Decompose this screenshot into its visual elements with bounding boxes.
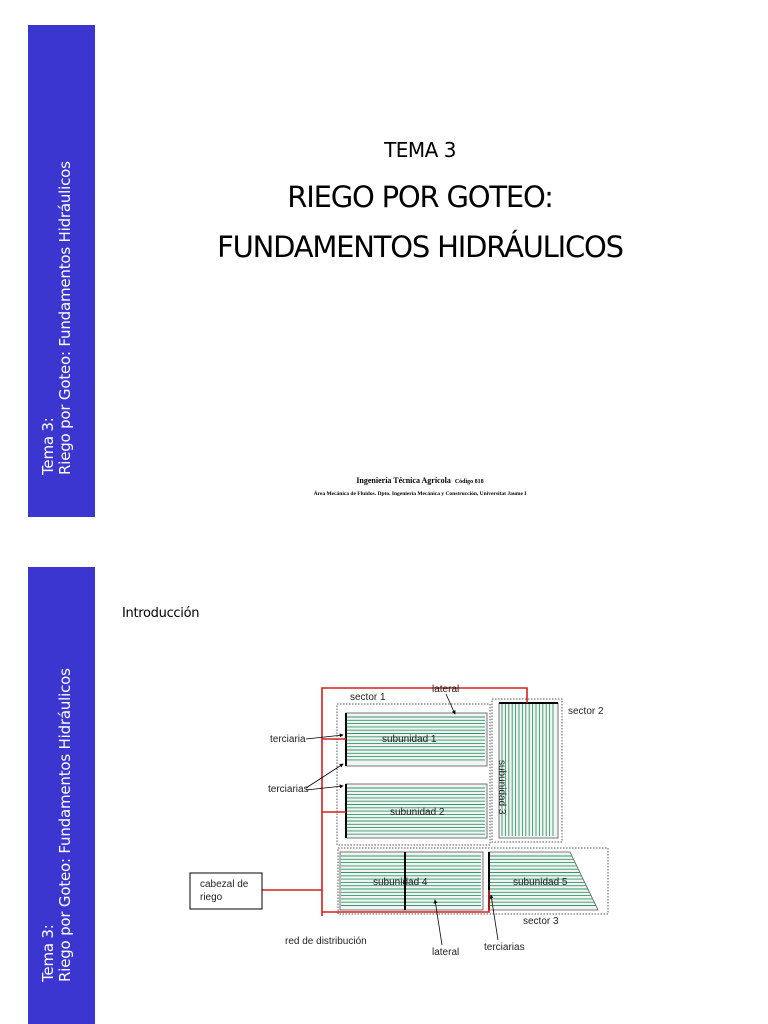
sidebar-band (28, 25, 95, 517)
lateral-bottom-label: lateral (432, 947, 460, 958)
sidebar-line-1: Tema 3: (38, 924, 57, 982)
subunidad-3-label: subunidad 3 (496, 760, 507, 815)
subunidad-5-label: subunidad 5 (513, 877, 568, 888)
sidebar-title (40, 668, 74, 982)
lateral-top-label: lateral (432, 684, 460, 695)
irrigation-diagram (180, 680, 620, 970)
terciarias-bottom-label: terciarias (484, 942, 525, 953)
subunidad-1-label: subunidad 1 (382, 734, 437, 745)
sector-3-label: sector 3 (523, 916, 559, 927)
sidebar-title (40, 161, 74, 475)
cabezal-label-2: riego (200, 892, 223, 903)
terciaria-label: terciaria (270, 734, 306, 745)
subunidad-2-label: subunidad 2 (390, 807, 445, 818)
footer-course (120, 476, 720, 485)
sector-2-label: sector 2 (568, 706, 604, 717)
sidebar-band (28, 567, 95, 1024)
terciarias-left-label: terciarias (268, 784, 309, 795)
section-heading: Introducción (122, 606, 200, 621)
footer-department: Área Mecánica de Fluidos. Dpto. Ingeniería Mecánica y Construcción, Universitat Jaume I (313, 491, 527, 497)
sidebar-line-1: Tema 3: (38, 417, 57, 475)
course-code: Código 818 (454, 479, 484, 485)
red-distribucion-label: red de distribución (285, 936, 367, 947)
subunidad-4-label: subunidad 4 (373, 877, 428, 888)
cabezal-label-1: cabezal de (200, 879, 249, 890)
sidebar-line-2: Riego por Goteo: Fundamentos Hidráulicos (55, 161, 74, 475)
main-title-line-2: FUNDAMENTOS HIDRÁULICOS (217, 230, 623, 264)
intro-slide (0, 540, 768, 1024)
main-title-line-1: RIEGO POR GOTEO: (287, 180, 553, 214)
sidebar-line-2: Riego por Goteo: Fundamentos Hidráulicos (55, 668, 74, 982)
sector-1-label: sector 1 (350, 692, 386, 703)
tema-label: TEMA 3 (384, 138, 456, 162)
course-name: Ingeniería Técnica Agrícola (356, 476, 451, 485)
